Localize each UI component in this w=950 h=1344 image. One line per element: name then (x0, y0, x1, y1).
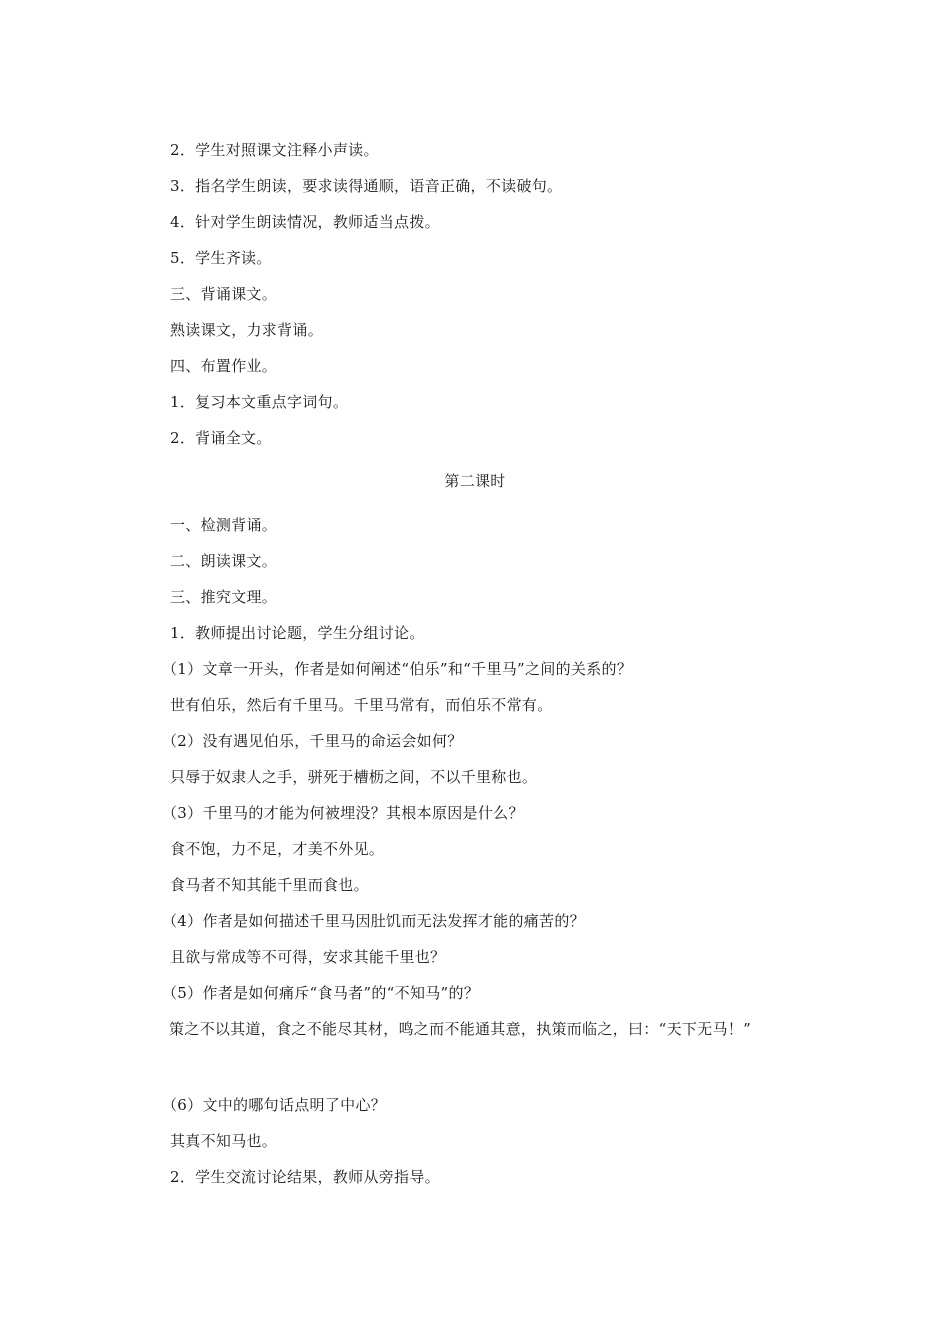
question-line: （3）千里马的才能为何被埋没？其根本原因是什么？ (162, 804, 524, 822)
question-line: （6）文中的哪句话点明了中心？ (162, 1096, 387, 1114)
text-line: 1．复习本文重点字词句。 (170, 393, 349, 411)
section-heading: 三、推究文理。 (170, 588, 278, 606)
answer-line: 世有伯乐，然后有千里马。千里马常有，而伯乐不常有。 (170, 696, 553, 714)
text-line: 4．针对学生朗读情况，教师适当点拨。 (170, 213, 440, 231)
text-line: 2．学生对照课文注释小声读。 (170, 141, 379, 159)
answer-line: 其真不知马也。 (170, 1132, 278, 1150)
answer-line: 食不饱，力不足，才美不外见。 (170, 840, 385, 858)
section-heading: 二、朗读课文。 (170, 552, 278, 570)
text-line: 1．教师提出讨论题，学生分组讨论。 (170, 624, 425, 642)
text-line: 3．指名学生朗读，要求读得通顺，语音正确，不读破句。 (170, 177, 563, 195)
question-line: （1）文章一开头，作者是如何阐述“伯乐”和“千里马”之间的关系的？ (162, 660, 633, 678)
text-line: 5．学生齐读。 (170, 249, 272, 267)
answer-line: 只辱于奴隶人之手，骈死于槽枥之间，不以千里称也。 (170, 768, 538, 786)
text-line: 2．学生交流讨论结果，教师从旁指导。 (170, 1168, 440, 1186)
section-heading: 三、背诵课文。 (170, 285, 278, 303)
section-heading: 四、布置作业。 (170, 357, 278, 375)
answer-line: 食马者不知其能千里而食也。 (170, 876, 369, 894)
answer-paragraph: 策之不以其道，食之不能尽其材，鸣之而不能通其意，执策而临之，曰：“天下无马！” (169, 1020, 752, 1038)
section-heading: 一、检测背诵。 (170, 516, 278, 534)
lesson-title: 第二课时 (444, 472, 506, 490)
question-line: （4）作者是如何描述千里马因肚饥而无法发挥才能的痛苦的？ (162, 912, 585, 930)
answer-line: 且欲与常成等不可得，安求其能千里也？ (170, 948, 446, 966)
text-line: 熟读课文，力求背诵。 (170, 321, 324, 339)
question-line: （5）作者是如何痛斥“食马者”的“不知马”的？ (162, 984, 480, 1002)
question-line: （2）没有遇见伯乐，千里马的命运会如何？ (162, 732, 463, 750)
text-line: 2．背诵全文。 (170, 429, 272, 447)
